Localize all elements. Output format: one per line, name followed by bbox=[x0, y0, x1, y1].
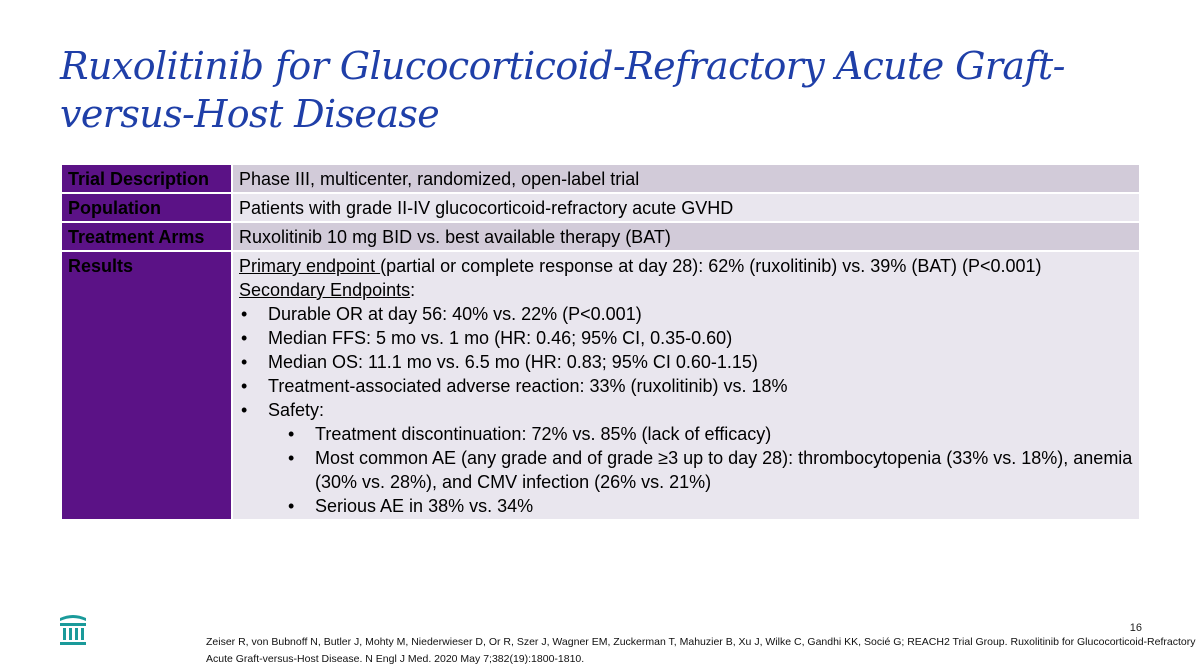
building-columns-icon bbox=[58, 613, 88, 647]
row-value: Ruxolitinib 10 mg BID vs. best available therapy (BAT) bbox=[232, 222, 1140, 251]
sub-list-item: • Most common AE (any grade and of grade ≥3 up to day 28): thrombocytopenia (33% vs. 18%), anemia (30% vs. 28%), and CMV infection (26% vs. 21%) bbox=[286, 446, 1133, 494]
list-item: • Median OS: 11.1 mo vs. 6.5 mo (HR: 0.83; 95% CI 0.60-1.15) bbox=[239, 350, 1133, 374]
row-label: Population bbox=[61, 193, 232, 222]
page-number: 16 bbox=[1129, 622, 1142, 634]
secondary-endpoints-colon: : bbox=[410, 280, 416, 300]
sub-list-item: • Serious AE in 38% vs. 34% bbox=[286, 494, 1133, 518]
slide-title: Ruxolitinib for Glucocorticoid-Refractory Acute Graft-versus-Host Disease bbox=[60, 44, 1065, 136]
results-content bbox=[232, 251, 1140, 520]
secondary-endpoints-label: Secondary Endpoints bbox=[239, 280, 411, 300]
table-row-trial-description bbox=[61, 164, 1140, 193]
sub-list-item: • Treatment discontinuation: 72% vs. 85% (lack of efficacy) bbox=[286, 422, 1133, 446]
list-item: • Median FFS: 5 mo vs. 1 mo (HR: 0.46; 95% CI, 0.35-0.60) bbox=[239, 326, 1133, 350]
trial-summary-table bbox=[60, 163, 1141, 521]
primary-endpoint bbox=[239, 254, 1133, 278]
primary-endpoint-text: (partial or complete response at day 28): 62% (ruxolitinib) vs. 39% (BAT) (P<0.001) bbox=[380, 256, 1042, 276]
row-label: Trial Description bbox=[61, 164, 232, 193]
table-row-results bbox=[61, 251, 1140, 520]
list-item: • Safety: bbox=[239, 398, 1133, 422]
secondary-endpoints-heading bbox=[239, 278, 1133, 302]
row-label: Treatment Arms bbox=[61, 222, 232, 251]
table-row-treatment-arms bbox=[61, 222, 1140, 251]
citation: Zeiser R, von Bubnoff N, Butler J, Mohty M, Niederwieser D, Or R, Szer J, Wagner EM, Zuckerman T, Mahuzier B, Xu J, Wilke C, Gandhi KK, Socié G; REACH2 Trial Group. Ruxolitinib for Glucocorticoid-Refractory Acute Graft-versus-Host Disease. N Engl J Med. 2020 May 7;382(19):1800-1810. bbox=[206, 636, 1196, 665]
row-value: Phase III, multicenter, randomized, open-label trial bbox=[232, 164, 1140, 193]
primary-endpoint-label: Primary endpoint bbox=[239, 256, 381, 276]
row-value: Patients with grade II-IV glucocorticoid-refractory acute GVHD bbox=[232, 193, 1140, 222]
table-row-population bbox=[61, 193, 1140, 222]
row-label: Results bbox=[61, 251, 232, 520]
list-item: • Treatment-associated adverse reaction: 33% (ruxolitinib) vs. 18% bbox=[239, 374, 1133, 398]
list-item: • Durable OR at day 56: 40% vs. 22% (P<0.001) bbox=[239, 302, 1133, 326]
